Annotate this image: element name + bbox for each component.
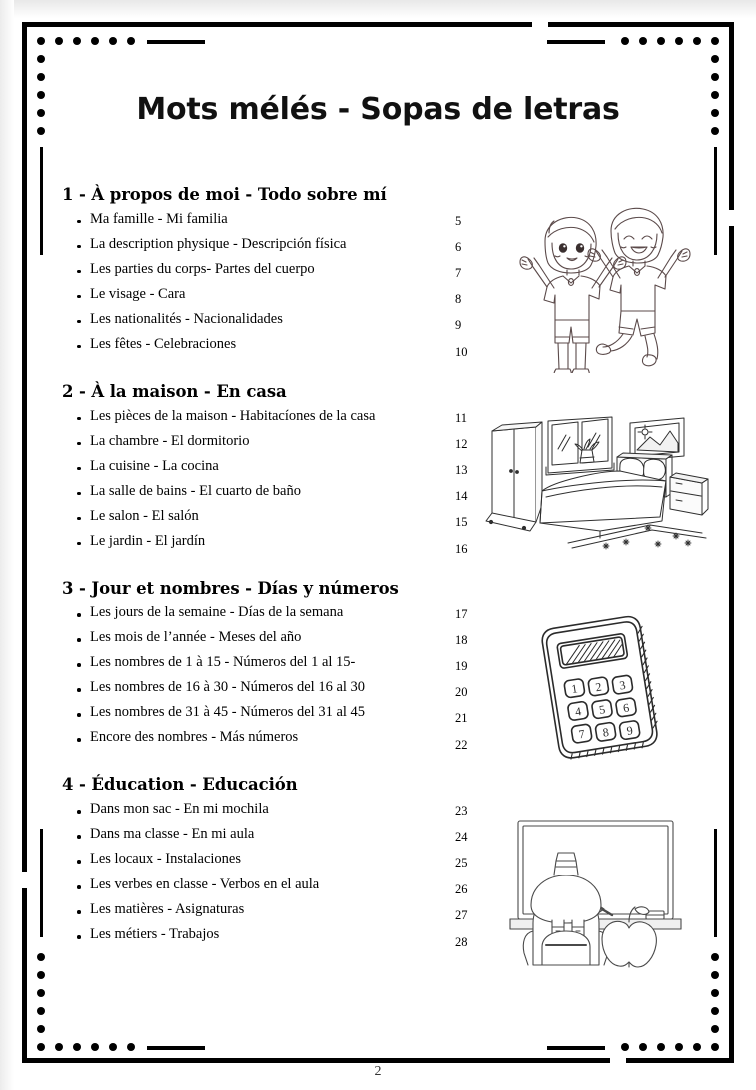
svg-text:1: 1 xyxy=(570,681,579,697)
bullet-icon xyxy=(77,738,81,742)
corner-rule-vertical xyxy=(40,147,44,255)
section-heading: 2 - À la maison - En casa xyxy=(62,381,287,401)
corner-dot xyxy=(711,73,719,81)
bullet-icon xyxy=(77,835,81,839)
toc-entry-label: Les nombres de 1 à 15 - Números del 1 al 15- xyxy=(90,654,356,671)
two-children-illustration xyxy=(505,203,705,373)
bullet-icon xyxy=(77,638,81,642)
corner-dot xyxy=(37,1007,45,1015)
page-number: 2 xyxy=(374,1064,382,1079)
toc-entry-label: Les parties du corps- Partes del cuerpo xyxy=(90,260,315,277)
toc-entry-label: Le jardin - El jardín xyxy=(90,532,206,549)
corner-dot xyxy=(73,1043,81,1051)
bullet-icon xyxy=(77,885,81,889)
toc-entry-label: Le salon - El salón xyxy=(90,507,199,524)
svg-text:5: 5 xyxy=(598,702,607,718)
toc-entry-page-number: 10 xyxy=(455,344,468,359)
frame-border-left-lower xyxy=(22,888,27,1063)
toc-entry-label: Encore des nombres - Más números xyxy=(90,729,299,746)
corner-dot xyxy=(91,1043,99,1051)
corner-dot xyxy=(37,55,45,63)
toc-entry-page-number: 6 xyxy=(455,239,462,254)
toc-entry-page-number: 24 xyxy=(455,830,468,845)
bullet-icon xyxy=(77,345,81,349)
corner-dot xyxy=(37,37,45,45)
page-title: Mots mélés - Sopas de letras xyxy=(136,92,620,128)
bullet-icon xyxy=(77,467,81,471)
corner-dot xyxy=(711,1025,719,1033)
toc-entry-label: La cuisine - La cocina xyxy=(90,457,219,474)
section-heading: 1 - À propos de moi - Todo sobre mí xyxy=(62,185,387,204)
toc-entry-page-number: 20 xyxy=(455,685,468,700)
toc-entry-page-number: 17 xyxy=(455,607,468,622)
toc-entry-page-number: 26 xyxy=(455,882,468,897)
corner-dot xyxy=(711,55,719,63)
toc-entry-label: Ma famille - Mi familia xyxy=(90,210,228,227)
frame-border-top-left xyxy=(22,22,532,27)
toc-entry-label: Les pièces de la maison - Habitacíones de la casa xyxy=(90,407,376,424)
corner-dot xyxy=(37,953,45,961)
corner-dot xyxy=(37,989,45,997)
toc-entry-label: La salle de bains - El cuarto de baño xyxy=(90,482,301,499)
toc-entry-page-number: 25 xyxy=(455,856,468,871)
bullet-icon xyxy=(77,713,81,717)
toc-entry-label: Les nombres de 16 à 30 - Números del 16 al 30 xyxy=(90,679,366,696)
calculator-illustration xyxy=(518,608,678,766)
corner-dot xyxy=(639,1043,647,1051)
svg-text:9: 9 xyxy=(625,723,634,738)
svg-text:3: 3 xyxy=(618,677,627,693)
corner-dot xyxy=(711,1007,719,1015)
bullet-icon xyxy=(77,935,81,939)
corner-rule-vertical xyxy=(714,829,718,937)
toc-entry-label: La chambre - El dormitorio xyxy=(90,432,250,449)
corner-dot xyxy=(693,37,701,45)
bullet-icon xyxy=(77,663,81,667)
toc-entry-label: Les nationalités - Nacionalidades xyxy=(90,310,283,327)
toc-entry-page-number: 13 xyxy=(455,462,468,477)
toc-entry-label: Dans ma classe - En mi aula xyxy=(90,826,255,843)
frame-border-bottom-left xyxy=(22,1058,610,1063)
bullet-icon xyxy=(77,320,81,324)
corner-dot xyxy=(109,1043,117,1051)
svg-text:6: 6 xyxy=(622,700,631,716)
corner-rule-horizontal xyxy=(147,40,205,44)
toc-entry-label: Les nombres de 31 à 45 - Números del 31 al 45 xyxy=(90,704,366,721)
bullet-icon xyxy=(77,270,81,274)
toc-entry-page-number: 8 xyxy=(455,291,462,306)
corner-dot xyxy=(711,127,719,135)
toc-entry-page-number: 15 xyxy=(455,514,468,529)
frame-border-right-lower xyxy=(729,226,734,1063)
bullet-icon xyxy=(77,442,81,446)
toc-entry-label: Les fêtes - Celebraciones xyxy=(90,335,237,352)
toc-entry-label: Les métiers - Trabajos xyxy=(90,926,220,943)
bullet-icon xyxy=(77,542,81,546)
corner-dot xyxy=(91,37,99,45)
toc-entry-label: Dans mon sac - En mi mochila xyxy=(90,801,269,818)
corner-dot xyxy=(639,37,647,45)
toc-entry-page-number: 7 xyxy=(455,265,462,280)
toc-entry-label: Les verbes en classe - Verbos en el aula xyxy=(90,876,320,893)
toc-entry-page-number: 19 xyxy=(455,659,468,674)
bullet-icon xyxy=(77,295,81,299)
corner-dot xyxy=(711,953,719,961)
toc-entry-page-number: 5 xyxy=(455,213,462,228)
toc-entry-page-number: 9 xyxy=(455,317,462,332)
bullet-icon xyxy=(77,860,81,864)
toc-entry-page-number: 11 xyxy=(455,410,468,425)
corner-dot xyxy=(675,1043,683,1051)
toc-entry-page-number: 21 xyxy=(455,711,468,726)
classroom-illustration xyxy=(498,805,703,970)
toc-entry-page-number: 18 xyxy=(455,633,468,648)
corner-dot xyxy=(37,127,45,135)
toc-entry-page-number: 23 xyxy=(455,804,468,819)
corner-rule-horizontal xyxy=(147,1046,205,1050)
toc-entry-page-number: 14 xyxy=(455,488,468,503)
corner-dot xyxy=(693,1043,701,1051)
corner-dot xyxy=(711,971,719,979)
toc-entry-page-number: 22 xyxy=(455,738,468,753)
corner-dot xyxy=(657,1043,665,1051)
bullet-icon xyxy=(77,910,81,914)
toc-entry-label: Le visage - Cara xyxy=(90,285,186,302)
section-heading: 3 - Jour et nombres - Días y números xyxy=(62,578,399,598)
corner-dot xyxy=(55,37,63,45)
toc-entry-page-number: 12 xyxy=(455,436,468,451)
frame-border-left-upper xyxy=(22,22,27,872)
corner-dot xyxy=(55,1043,63,1051)
frame-border-top-right xyxy=(548,22,734,27)
corner-dot xyxy=(711,989,719,997)
corner-dot xyxy=(621,37,629,45)
corner-rule-vertical xyxy=(714,147,718,255)
corner-rule-horizontal xyxy=(547,1046,605,1050)
toc-entry-page-number: 27 xyxy=(455,908,468,923)
corner-rule-vertical xyxy=(40,829,44,937)
corner-dot xyxy=(711,1043,719,1051)
svg-text:4: 4 xyxy=(574,704,583,719)
bullet-icon xyxy=(77,245,81,249)
bullet-icon xyxy=(77,517,81,521)
corner-dot xyxy=(37,73,45,81)
toc-entry-label: La description physique - Descripción física xyxy=(90,235,347,252)
bullet-icon xyxy=(77,688,81,692)
corner-dot xyxy=(657,37,665,45)
toc-entry-label: Les jours de la semaine - Días de la semana xyxy=(90,604,344,621)
svg-text:2: 2 xyxy=(594,679,603,695)
corner-dot xyxy=(127,37,135,45)
corner-dot xyxy=(711,37,719,45)
bullet-icon xyxy=(77,613,81,617)
corner-dot xyxy=(37,1043,45,1051)
svg-text:7: 7 xyxy=(577,726,586,742)
corner-dot xyxy=(621,1043,629,1051)
corner-dot xyxy=(109,37,117,45)
corner-dot xyxy=(73,37,81,45)
frame-border-bottom-right xyxy=(626,1058,734,1063)
bullet-icon xyxy=(77,220,81,224)
toc-entry-label: Les mois de l’année - Meses del año xyxy=(90,629,302,646)
toc-entry-page-number: 16 xyxy=(455,541,468,556)
toc-entry-label: Les locaux - Instalaciones xyxy=(90,851,241,868)
corner-rule-horizontal xyxy=(547,40,605,44)
corner-dot xyxy=(127,1043,135,1051)
bullet-icon xyxy=(77,810,81,814)
corner-dot xyxy=(37,971,45,979)
corner-dot xyxy=(675,37,683,45)
bullet-icon xyxy=(77,417,81,421)
toc-entry-page-number: 28 xyxy=(455,935,468,950)
section-heading: 4 - Éducation - Educación xyxy=(62,775,298,795)
corner-dot xyxy=(37,1025,45,1033)
paper-edge-shading-top xyxy=(0,0,756,18)
bullet-icon xyxy=(77,492,81,496)
paper-edge-shading-left xyxy=(0,0,14,1090)
bedroom-illustration xyxy=(480,405,710,555)
toc-entry-label: Les matières - Asignaturas xyxy=(90,901,245,918)
svg-text:8: 8 xyxy=(601,724,610,740)
